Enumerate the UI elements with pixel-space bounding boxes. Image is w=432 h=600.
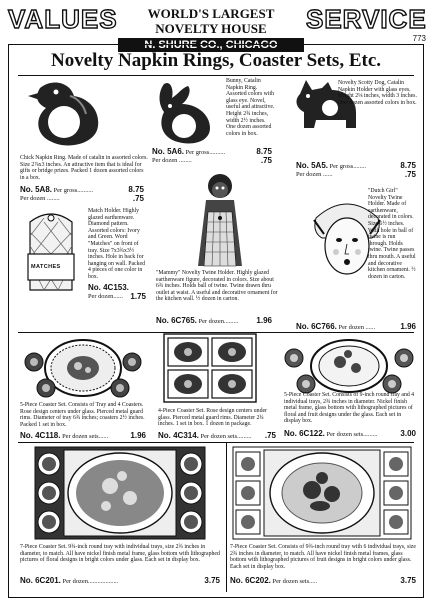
set7a-dozen-price: 3.75 [204,576,220,585]
set4-dozen-label: Per dozen sets......... [200,433,252,440]
chick-description: Chick Napkin Ring. Made of catalin in assorted colors. Size 2⅞x3 inches. An attractive item that is ideal for gifts or bridge prizes. Packed 1 dozen assorted colors in a box. [20,155,148,181]
match-description: Match Holder. Highly glazed earthenware. Diamond pattern. Assorted colors: Ivory and Green. Word "Matches" on front of tray. Size 7x3¾x3½ inches. Hole in back for hanging on wall. Packed 4 pieces of one color in box. [88,208,145,280]
set5b-item-number: No. 6C122. [284,429,325,438]
set7a-dozen-label: Per dozen................... [62,578,119,585]
mammy-dozen-label: Per dozen......... [198,318,239,325]
chick-price-block [20,186,144,203]
bunny-gross-label: Per gross.......... [185,149,226,156]
match-item-number: No. 4C153. [88,283,129,292]
header-tagline: WORLD'S LARGEST NOVELTY HOUSE [147,6,275,36]
set5a-price-block [20,432,146,441]
chick-dozen-price: .75 [132,194,144,203]
set5a-description: 5-Piece Coaster Set. Consists of Tray and 4 Coasters. Rose design centers under glass. Pierced metal guard rims. Diameter of tray 6¾ inches; coasters 2½ inches. Packed 1 set in box. [20,402,145,428]
section-divider [18,442,414,443]
set7b-description: 7-Piece Coaster Set. Consists of 9¾-inch round tray with 6 individual trays, size 2¾ inches in diameter, to match. All have nickel finish metal frames, glass bottom with lithographed pictures of fruit designs in bright colors under glass. Each set in display box. [230,544,416,570]
mammy-dozen-price: 1.96 [256,316,272,325]
set5b-dozen-label: Per dozen sets......... [326,431,378,438]
bunny-price-block [152,148,272,165]
header-left-word: VALUES [8,4,118,34]
mammy-description: "Mammy" Novelty Twine Holder. Highly glazed earthenware figure, decorated in colors. Size about 6¾ inches. Holds ball of twine. Twine drawn thru outlet at waist. A useful and decorative ornament for the kitchen wall. ½ dozen in carton. [156,270,278,303]
set7b-dozen-label: Per dozen sets..... [272,578,318,585]
set5b-price-block [284,430,416,439]
header-right-word: SERVICE [306,4,427,34]
dutch-dozen-label: Per dozen ...... [338,324,376,331]
set7b-item-number: No. 6C202. [230,576,271,585]
dutch-item-number: No. 6C766. [296,322,337,331]
set5b-dozen-price: 3.00 [400,429,416,438]
page-number: 773 [412,34,426,43]
dutch-dozen-price: 1.96 [400,322,416,331]
set4-item-number: No. 4C314. [158,431,199,440]
mammy-item-number: No. 6C765. [156,316,197,325]
header-company: N. SHURE CO., CHICAGO [118,38,304,52]
set5a-item-number: No. 4C118. [20,431,61,440]
scotty-item-number: No. 5A5. [296,161,329,170]
scotty-dozen-price: .75 [404,170,416,179]
match-dozen-price: 1.75 [130,292,146,301]
set7a-description: 7-Piece Coaster Set. 9¾-inch round tray with individual trays, size 2¾ inches in diameter, to match. All have nickel finish metal frame, glass bottom with lithographed pictures of floral designs in bright colors under glass. Each set in display box. [20,544,220,564]
matches-label: MATCHES [31,264,61,270]
dutch-price-block [296,323,416,332]
title-rule [18,75,414,76]
chick-gross-price: 8.75 [128,185,144,194]
page-title: Novelty Napkin Rings, Coaster Sets, Etc. [50,50,382,71]
bunny-item-number: No. 5A6. [152,147,185,156]
scotty-description: Novelty Scotty Dog, Catalin Napkin Holder with glass eyes. Height 2⅛ inches, width 3 inches. One dozen assorted colors in box. [338,80,417,106]
bunny-gross-price: 8.75 [256,147,272,156]
set5a-dozen-price: 1.96 [130,431,146,440]
bunny-dozen-label: Per dozen ........ [152,157,192,164]
scotty-gross-label: Per gross........ [329,163,367,170]
match-dozen-label: Per dozen...... [88,293,123,300]
set4-dozen-price: .75 [264,431,276,440]
scotty-price-block [296,162,416,179]
set4-description: 4-Piece Coaster Set. Rose design centers under glass. Pierced metal guard rims. Diameter 2¾ inches. 1 set in box. 1 dozen in package. [158,408,267,428]
dutch-description: "Dutch Girl" Novelty Twine Holder. Made of earthenware, decorated in colors. Size 6½ inches. With hole in ball of twine is run through. Holds twine. Twine passes thru mouth. A useful and decorative kitchen ornament. ½ dozen in carton. [368,188,416,280]
bunny-dozen-price: .75 [260,156,272,165]
chick-item-number: No. 5A8. [20,185,53,194]
chick-dozen-label: Per dozen ........ [20,195,60,202]
scotty-gross-price: 8.75 [400,161,416,170]
scotty-dozen-label: Per dozen ...... [296,171,333,178]
set7a-item-number: No. 6C201. [20,576,61,585]
bunny-description: Bunny, Catalin Napkin Ring. Assorted colors with glass eye. Novel, useful and attractive. Height 2¾ inches, width 2½ inches. One dozen assorted colors in box. [226,78,275,137]
set5b-description: 5-Piece Coaster Set. Consists of 9-inch round tray and 4 individual trays, 2¾ inches in diameter. Nickel finish metal frame, glass bottom with lithographed pictures of floral and fruit designs under the glass. Each set in display box. [284,392,415,425]
set7b-dozen-price: 3.75 [400,576,416,585]
match-holder-image [24,206,78,292]
set4-price-block [158,432,276,441]
match-price-block [88,284,146,301]
set7b-price-block [230,577,416,586]
mammy-price-block [156,317,272,326]
chick-gross-label: Per gross.......... [53,187,94,194]
column-divider [226,442,227,592]
set5a-dozen-label: Per dozen sets...... [62,433,109,440]
set7a-price-block [20,577,220,586]
